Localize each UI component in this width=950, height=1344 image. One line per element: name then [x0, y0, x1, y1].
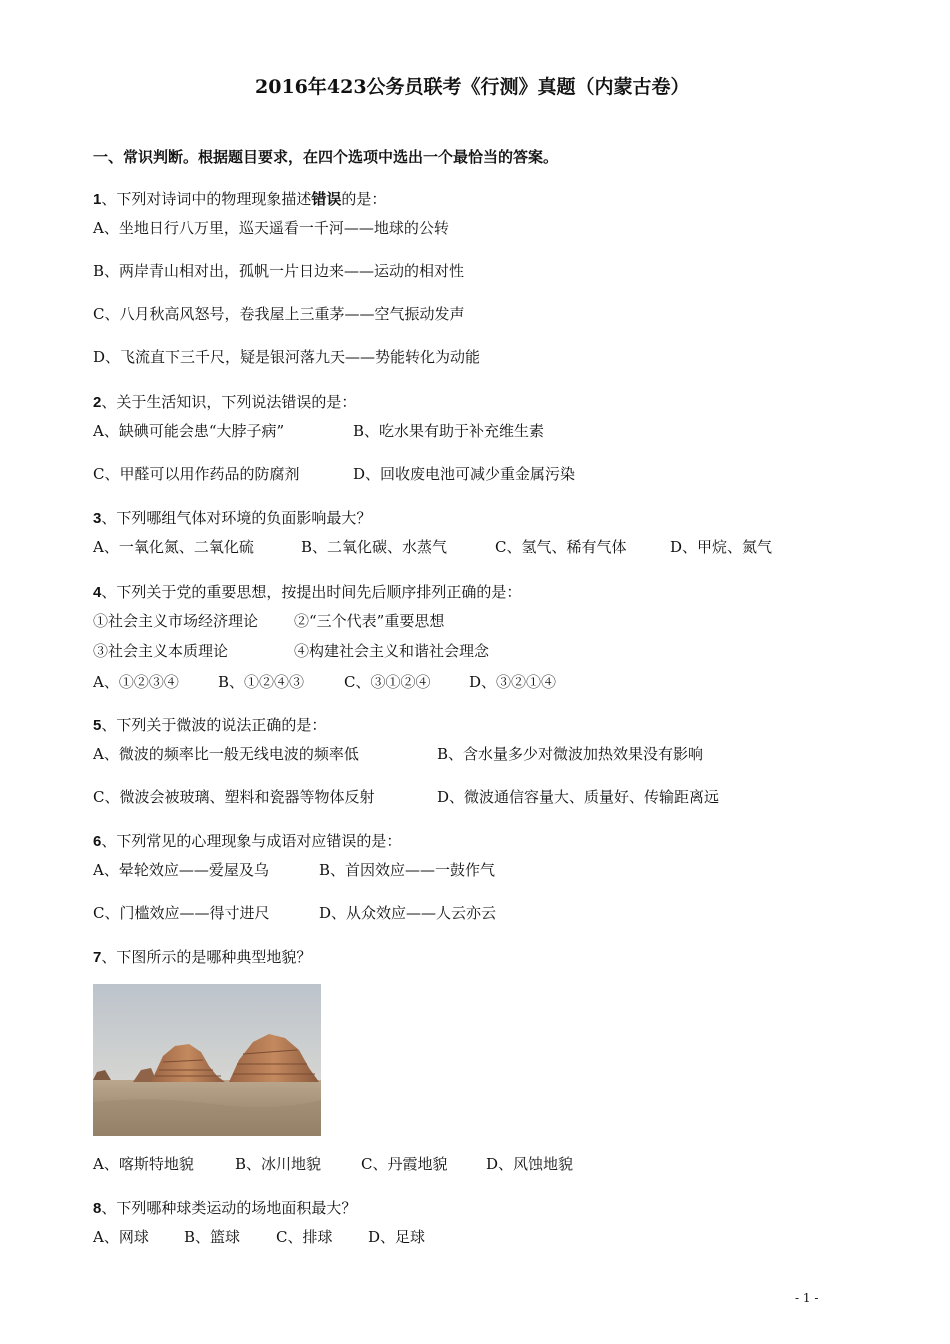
option-b: B、首因效应——一鼓作气	[319, 861, 496, 879]
option-b: B、含水量多少对微波加热效果没有影响	[437, 745, 704, 763]
page-number: - 1 -	[795, 1291, 819, 1305]
landform-photo	[93, 984, 321, 1136]
option-a: A、晕轮效应——爱屋及乌	[93, 861, 269, 879]
option-c: C、微波会被玻璃、塑料和瓷器等物体反射	[93, 788, 375, 806]
question-2-stem	[93, 392, 356, 413]
question-text: 、下列关于微波的说法正确的是：	[101, 716, 327, 734]
question-3-stem	[93, 508, 371, 529]
question-number: 7	[93, 949, 102, 966]
question-text: 、关于生活知识，下列说法错误的是：	[101, 393, 357, 411]
section-heading: 一、常识判断。根据题目要求，在四个选项中选出一个最恰当的答案。	[93, 148, 559, 166]
option-d: D、风蚀地貌	[486, 1155, 574, 1173]
statement-1: ①社会主义市场经济理论	[93, 612, 259, 630]
option-a: A、①②③④	[93, 673, 179, 691]
option-c: C、八月秋高风怒号，卷我屋上三重茅——空气振动发声	[93, 305, 465, 323]
question-number: 2	[93, 394, 102, 411]
option-d: D、足球	[368, 1228, 426, 1246]
option-a: A、坐地日行八万里，巡天遥看一千河——地球的公转	[93, 219, 449, 237]
option-d: D、甲烷、氮气	[670, 538, 773, 556]
question-8-stem	[93, 1198, 356, 1219]
emphasis-text: 错误	[311, 190, 342, 208]
option-d: D、微波通信容量大、质量好、传输距离远	[437, 788, 720, 806]
option-a: A、喀斯特地貌	[93, 1155, 194, 1173]
question-6-stem	[93, 831, 401, 852]
option-d: D、从众效应——人云亦云	[319, 904, 497, 922]
option-b: B、①②④③	[218, 673, 305, 691]
option-a: A、一氧化氮、二氧化硫	[93, 538, 254, 556]
question-4-stem	[93, 582, 521, 603]
question-number: 1	[93, 191, 102, 208]
statement-3: ③社会主义本质理论	[93, 642, 229, 660]
question-number: 6	[93, 833, 102, 850]
question-text: 、下图所示的是哪种典型地貌？	[101, 948, 312, 966]
statement-4: ④构建社会主义和谐社会理念	[294, 642, 490, 660]
option-c: C、甲醛可以用作药品的防腐剂	[93, 465, 300, 483]
option-c: C、门槛效应——得寸进尺	[93, 904, 270, 922]
question-text: 、下列常见的心理现象与成语对应错误的是：	[101, 832, 402, 850]
option-b: B、篮球	[184, 1228, 241, 1246]
option-c: C、丹霞地貌	[361, 1155, 448, 1173]
question-text: 、下列对诗词中的物理现象描述	[101, 190, 312, 208]
option-c: C、氢气、稀有气体	[495, 538, 627, 556]
question-text: 、下列哪种球类运动的场地面积最大？	[101, 1199, 357, 1217]
option-d: D、③②①④	[469, 673, 557, 691]
option-a: A、网球	[93, 1228, 149, 1246]
statement-2: ②“三个代表”重要思想	[294, 612, 445, 630]
question-1-stem	[93, 189, 386, 210]
question-text: 、下列哪组气体对环境的负面影响最大？	[101, 509, 372, 527]
question-7-stem	[93, 947, 311, 968]
question-number: 5	[93, 717, 102, 734]
question-text: 的是：	[341, 190, 387, 208]
question-number: 3	[93, 510, 102, 527]
question-number: 4	[93, 584, 102, 601]
option-d: D、飞流直下三千尺，疑是银河落九天——势能转化为动能	[93, 348, 481, 366]
option-d: D、回收废电池可减少重金属污染	[353, 465, 576, 483]
question-5-stem	[93, 715, 326, 736]
option-c: C、排球	[276, 1228, 333, 1246]
question-number: 8	[93, 1200, 102, 1217]
option-b: B、冰川地貌	[235, 1155, 322, 1173]
option-c: C、③①②④	[344, 673, 431, 691]
option-b: B、二氧化碳、水蒸气	[301, 538, 448, 556]
question-text: 、下列关于党的重要思想，按提出时间先后顺序排列正确的是：	[101, 583, 522, 601]
option-b: B、吃水果有助于补充维生素	[353, 422, 545, 440]
option-a: A、缺碘可能会患“大脖子病”	[93, 422, 285, 440]
option-a: A、微波的频率比一般无线电波的频率低	[93, 745, 359, 763]
page-title: 2016年423公务员联考《行测》真题（内蒙古卷）	[255, 76, 690, 98]
option-b: B、两岸青山相对出，孤帆一片日边来——运动的相对性	[93, 262, 465, 280]
